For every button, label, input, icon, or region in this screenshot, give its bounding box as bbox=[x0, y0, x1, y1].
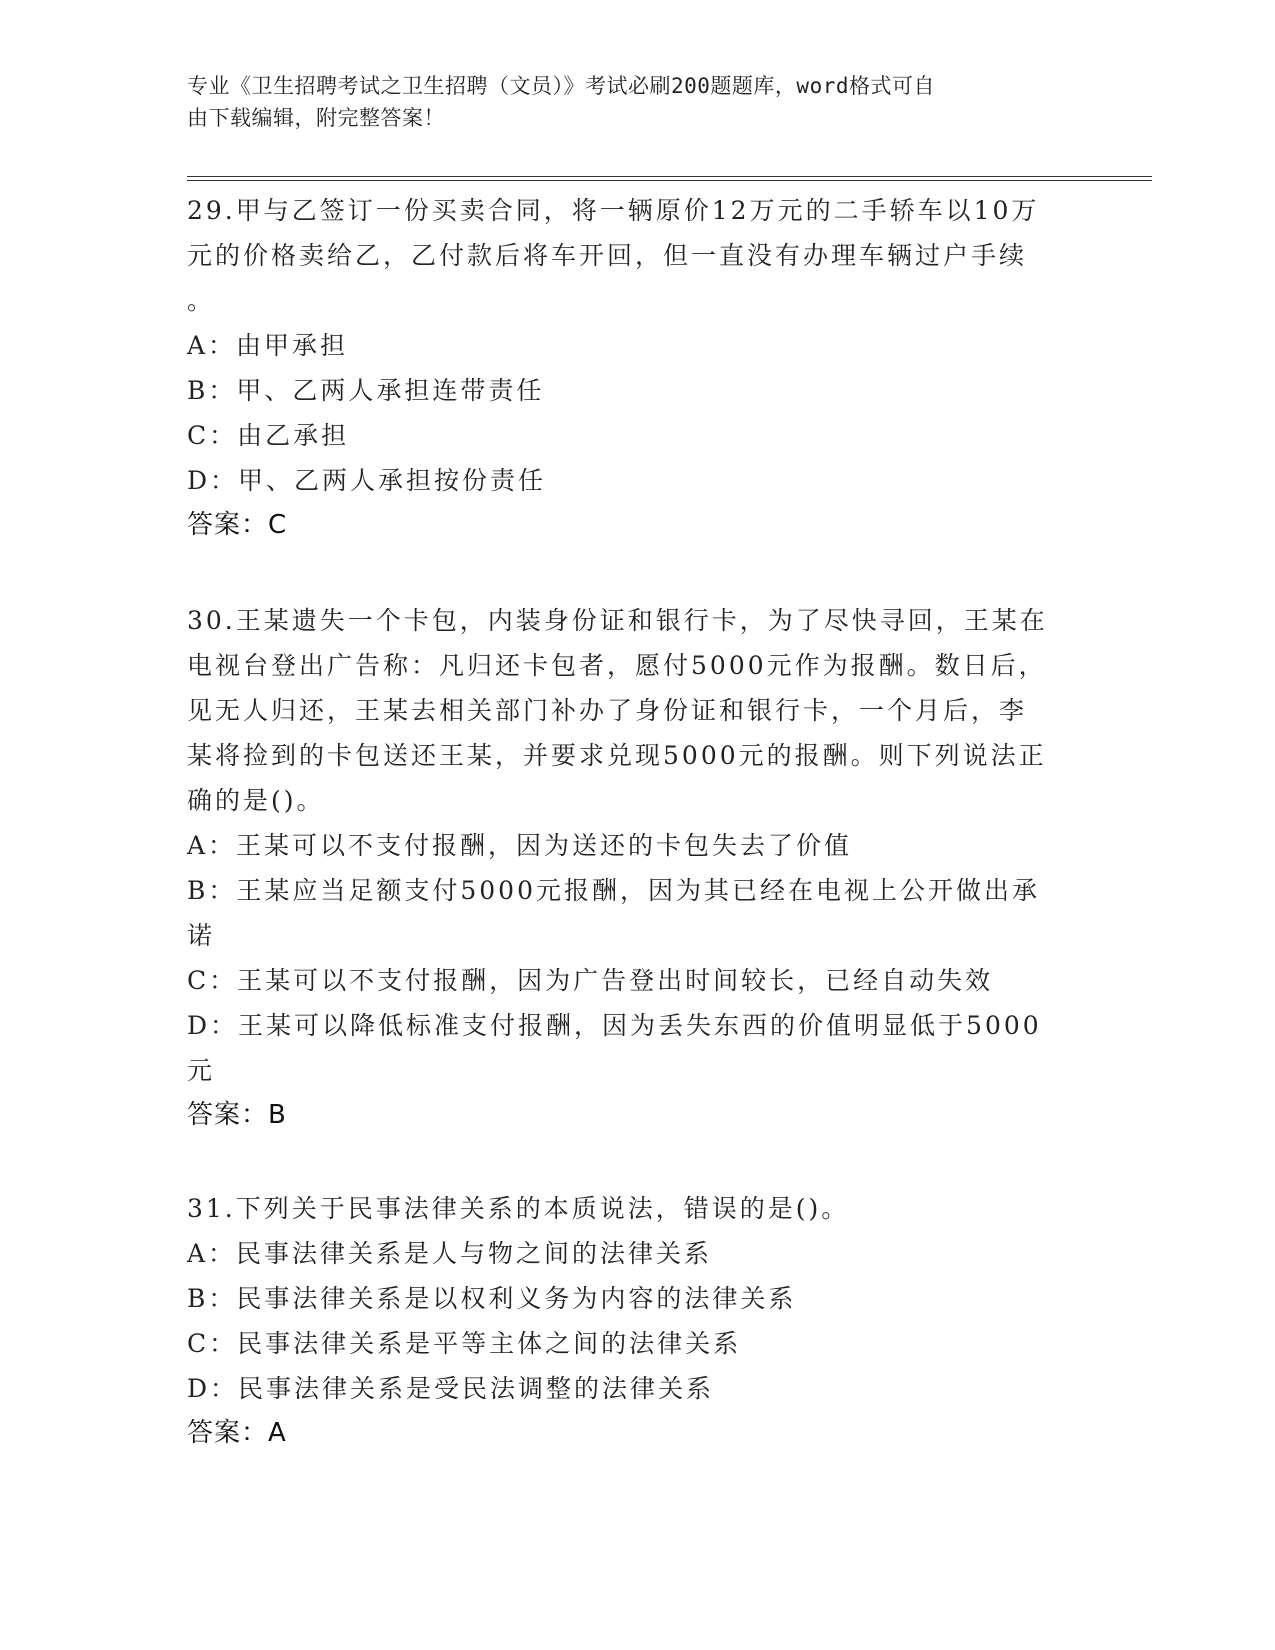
header-divider bbox=[187, 176, 1152, 181]
question-stem-line: 31.下列关于民事法律关系的本质说法，错误的是()。 bbox=[187, 1194, 850, 1223]
header-line-1: 专业《卫生招聘考试之卫生招聘（文员）》考试必刷200题题库，word格式可自 bbox=[187, 74, 935, 98]
question-stem-line: 元的价格卖给乙，乙付款后将车开回，但一直没有办理车辆过户手续 bbox=[187, 241, 1028, 270]
option-d-continued: 元 bbox=[187, 1056, 216, 1085]
option-a: A：由甲承担 bbox=[187, 331, 349, 360]
option-b: B：王某应当足额支付5000元报酬，因为其已经在电视上公开做出承 bbox=[187, 876, 1040, 905]
option-c: C：由乙承担 bbox=[187, 421, 350, 450]
page-header bbox=[187, 70, 1067, 134]
question-stem-line: 某将捡到的卡包送还王某，并要求兑现5000元的报酬。则下列说法正 bbox=[187, 741, 1047, 770]
answer-label: 答案：A bbox=[187, 1418, 287, 1448]
question-stem-line: 29.甲与乙签订一份买卖合同，将一辆原价12万元的二手轿车以10万 bbox=[187, 196, 1040, 225]
question-stem-line: 电视台登出广告称：凡归还卡包者，愿付5000元作为报酬。数日后， bbox=[187, 651, 1047, 680]
option-c: C：民事法律关系是平等主体之间的法律关系 bbox=[187, 1329, 742, 1358]
question-stem-line: 。 bbox=[187, 286, 216, 315]
option-b: B：甲、乙两人承担连带责任 bbox=[187, 376, 545, 405]
question-stem-line: 30.王某遗失一个卡包，内装身份证和银行卡，为了尽快寻回，王某在 bbox=[187, 606, 1048, 635]
option-b: B：民事法律关系是以权利义务为内容的法律关系 bbox=[187, 1284, 797, 1313]
option-c: C：王某可以不支付报酬，因为广告登出时间较长，已经自动失效 bbox=[187, 966, 994, 995]
question-stem-line: 见无人归还，王某去相关部门补办了身份证和银行卡，一个月后，李 bbox=[187, 696, 1028, 725]
option-a: A：王某可以不支付报酬，因为送还的卡包失去了价值 bbox=[187, 831, 853, 860]
header-line-2: 由下载编辑，附完整答案！ bbox=[187, 106, 445, 130]
option-a: A：民事法律关系是人与物之间的法律关系 bbox=[187, 1239, 713, 1268]
option-d: D：王某可以降低标准支付报酬，因为丢失东西的价值明显低于5000 bbox=[187, 1011, 1042, 1040]
answer-label: 答案：B bbox=[187, 1100, 287, 1130]
option-d: D：甲、乙两人承担按份责任 bbox=[187, 466, 547, 495]
option-d: D：民事法律关系是受民法调整的法律关系 bbox=[187, 1374, 715, 1403]
question-stem-line: 确的是()。 bbox=[187, 786, 325, 815]
answer-label: 答案：C bbox=[187, 510, 288, 540]
question-29 bbox=[187, 188, 1067, 548]
option-b-continued: 诺 bbox=[187, 921, 216, 950]
question-31 bbox=[187, 1186, 1067, 1456]
question-30 bbox=[187, 598, 1067, 1138]
